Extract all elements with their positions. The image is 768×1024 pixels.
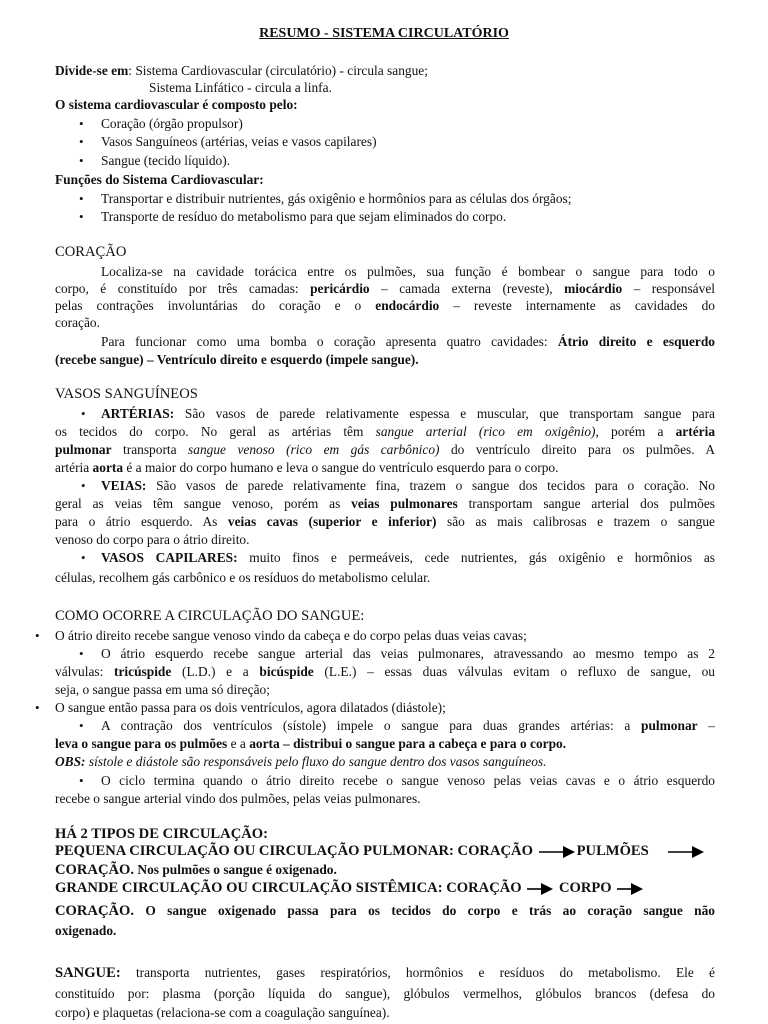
text: é a maior do corpo humano e leva o sangue do ventrículo esquerdo para o corpo. xyxy=(123,460,559,475)
text: – camada externa (reveste), xyxy=(369,281,565,296)
paragraph-line: células, recolhem gás carbônico e os resíduos do metabolismo celular. xyxy=(55,570,431,585)
text: transporta nutrientes, gases respiratórios, hormônios e resíduos do metabolismo. Ele é xyxy=(120,965,715,980)
bold-text: O sangue oxigenado passa para os tecidos do corpo e trás ao coração sangue não xyxy=(134,903,715,918)
text: do ventrículo direito para os pulmões. A xyxy=(439,442,715,457)
bullet-icon: • xyxy=(35,628,40,643)
text: corpo, é constituído por três camadas: xyxy=(55,281,311,296)
paragraph-line xyxy=(55,423,715,440)
arrow-right-icon xyxy=(615,882,645,896)
text: válvulas: xyxy=(55,664,115,679)
bold-term: pulmonar xyxy=(55,442,112,457)
paragraph-line xyxy=(55,495,715,512)
bold-text: CORAÇÃO. xyxy=(55,862,135,878)
bold-text: aorta – distribui o sangue para a cabeça e para o corpo. xyxy=(249,736,567,751)
paragraph-line xyxy=(55,297,715,314)
intro-line-2: Sistema Linfático - circula a linfa. xyxy=(149,80,332,95)
text: PULMÕES xyxy=(576,843,649,859)
obs-line xyxy=(55,753,715,770)
large-circulation-line xyxy=(55,880,755,897)
bold-text: O sistema cardiovascular é composto pelo: xyxy=(55,97,298,112)
paragraph-line: Localiza-se na cavidade torácica entre os pulmões, sua função é bombear o sangue para todo o xyxy=(101,264,715,279)
paragraph-line xyxy=(55,964,715,982)
bold-text: Nos pulmões o sangue é oxigenado. xyxy=(134,862,337,877)
text: – xyxy=(697,718,715,733)
bold-text: leva o sangue para os pulmões xyxy=(55,736,228,751)
section-heading-circulacao: COMO OCORRE A CIRCULAÇÃO DO SANGUE: xyxy=(55,608,365,624)
bold-term: tricúspide xyxy=(114,664,172,679)
bold-term: endocárdio xyxy=(375,298,440,313)
text: Para funcionar como uma bomba o coração apresenta quatro cavidades: xyxy=(101,334,558,349)
paragraph-line: O sangue então passa para os dois ventrículos, agora dilatados (diástole); xyxy=(55,700,446,715)
bold-text: (recebe sangue) – Ventrículo direito e esquerdo (impele sangue). xyxy=(55,352,419,367)
bold-term: pulmonar xyxy=(641,718,698,733)
paragraph-line xyxy=(101,405,715,422)
text: – reveste internamente as cavidades do xyxy=(439,298,715,313)
text: , porém a xyxy=(595,424,676,439)
text: (L.E.) – essas duas válvulas evitam o refluxo de sangue, ou xyxy=(313,664,715,679)
paragraph-line xyxy=(55,922,715,939)
arrow-right-icon xyxy=(666,845,706,859)
list-item: Transporte de resíduo do metabolismo para que sejam eliminados do corpo. xyxy=(101,209,507,224)
italic-text: sangue arterial (rico em oxigênio) xyxy=(375,424,596,439)
text: GRANDE CIRCULAÇÃO OU CIRCULAÇÃO SISTÊMICA: CORAÇÃO xyxy=(55,880,522,896)
text: : Sistema Cardiovascular (circulatório) - circula sangue; xyxy=(128,63,428,78)
paragraph-line: recebe o sangue arterial vindo dos pulmões, pelas veias pulmonares. xyxy=(55,791,421,806)
bold-term: pericárdio xyxy=(310,281,370,296)
small-circulation-line xyxy=(55,843,755,860)
bold-term: artéria xyxy=(675,424,716,439)
paragraph-line xyxy=(55,280,715,297)
bold-text: CORAÇÃO. xyxy=(55,903,135,919)
paragraph-line xyxy=(55,735,715,752)
text: CORPO xyxy=(558,880,612,896)
bullet-icon: • xyxy=(79,116,84,131)
bullet-icon: • xyxy=(79,773,84,788)
arrow-right-icon xyxy=(525,882,555,896)
text: transporta xyxy=(111,442,189,457)
bullet-icon: • xyxy=(79,191,84,206)
text: A contração dos ventrículos (sístole) impele o sangue para duas grandes artérias: a xyxy=(101,718,642,733)
text: são as mais calibrosas e trazem o sangue xyxy=(436,514,715,529)
functions-heading xyxy=(55,171,715,188)
bold-text: Funções do Sistema Cardiovascular: xyxy=(55,172,264,187)
text: – responsável xyxy=(622,281,715,296)
bullet-icon: • xyxy=(81,550,86,565)
text: e a xyxy=(227,736,250,751)
paragraph-line xyxy=(55,441,715,458)
composition-heading xyxy=(55,96,715,113)
text: muito finos e permeáveis, cede nutrientes, gás oxigênio e hormônios as xyxy=(237,550,715,565)
text: pelas contrações involuntárias do coração e o xyxy=(55,298,376,313)
italic-text: sangue venoso (rico em gás carbônico) xyxy=(188,442,440,457)
paragraph-line: constituído por: plasma (porção líquida do sangue), glóbulos vermelhos, glóbulos brancos (defesa do xyxy=(55,986,715,1001)
bullet-icon: • xyxy=(79,153,84,168)
text: os tecidos do corpo. No geral as artérias têm xyxy=(55,424,376,439)
bullet-icon: • xyxy=(81,406,86,421)
paragraph-line: seja, o sangue passa em uma só direção; xyxy=(55,682,270,697)
section-heading-tipos: HÁ 2 TIPOS DE CIRCULAÇÃO: xyxy=(55,826,268,842)
bullet-icon: • xyxy=(79,209,84,224)
bullet-icon: • xyxy=(79,134,84,149)
bold-term: ARTÉRIAS: xyxy=(101,406,175,421)
text: PEQUENA CIRCULAÇÃO OU CIRCULAÇÃO PULMONAR: CORAÇÃO xyxy=(55,843,533,859)
paragraph-line: venoso do corpo para o átrio direito. xyxy=(55,532,250,547)
bold-term: Átrio direito e esquerdo xyxy=(557,334,715,349)
paragraph-line xyxy=(55,663,715,680)
intro-line-1 xyxy=(55,62,715,79)
bold-term: SANGUE: xyxy=(55,965,121,981)
bold-term: veias pulmonares xyxy=(351,496,458,511)
paragraph-line xyxy=(55,513,715,530)
bold-term: miocárdio xyxy=(564,281,623,296)
bold-term: aorta xyxy=(92,460,124,475)
paragraph-line xyxy=(101,333,715,350)
paragraph-line: O átrio esquerdo recebe sangue arterial das veias pulmonares, atravessando ao mesmo tempo as 2 xyxy=(101,646,715,661)
bullet-icon: • xyxy=(35,700,40,715)
bold-term: VASOS CAPILARES: xyxy=(101,550,238,565)
paragraph-line xyxy=(55,902,715,920)
paragraph-line xyxy=(101,477,715,494)
bold-term: veias cavas (superior e inferior) xyxy=(227,514,437,529)
list-item: Coração (órgão propulsor) xyxy=(101,116,243,131)
text: artéria xyxy=(55,460,93,475)
bullet-icon: • xyxy=(79,718,84,733)
paragraph-line: O átrio direito recebe sangue venoso vindo da cabeça e do corpo pelas duas veias cavas; xyxy=(55,628,527,643)
list-item: Vasos Sanguíneos (artérias, veias e vasos capilares) xyxy=(101,134,377,149)
text: geral as veias têm sangue venoso, porém as xyxy=(55,496,352,511)
text: (L.D.) e a xyxy=(171,664,260,679)
section-heading-vasos: VASOS SANGUÍNEOS xyxy=(55,386,198,402)
text: São vasos de parede relativamente espessa e muscular, que transportam sangue para xyxy=(174,406,715,421)
paragraph-line: corpo) e plaquetas (relaciona-se com a coagulação sanguínea). xyxy=(55,1005,390,1020)
bold-term: bicúspide xyxy=(259,664,314,679)
text: São vasos de parede relativamente fina, trazem o sangue dos tecidos para o coração. No xyxy=(146,478,715,493)
paragraph-line xyxy=(55,351,715,368)
list-item: Sangue (tecido líquido). xyxy=(101,153,231,168)
bullet-icon: • xyxy=(79,646,84,661)
paragraph-line xyxy=(101,717,715,734)
paragraph-line xyxy=(55,861,715,879)
paragraph-line: O ciclo termina quando o átrio direito recebe o sangue venoso pelas veias cavas e o átrio esquerdo xyxy=(101,773,715,788)
bold-term: Divide-se em xyxy=(55,63,129,78)
paragraph-line xyxy=(55,459,715,476)
bullet-icon: • xyxy=(81,478,86,493)
bold-term: VEIAS: xyxy=(101,478,147,493)
arrow-right-icon xyxy=(537,845,577,859)
section-heading-coracao: CORAÇÃO xyxy=(55,244,127,260)
italic-text: sístole e diástole são responsáveis pelo fluxo do sangue dentro dos vasos sanguíneos. xyxy=(85,754,547,769)
bold-text: oxigenado. xyxy=(55,923,117,938)
paragraph-line xyxy=(101,549,715,566)
list-item: Transportar e distribuir nutrientes, gás oxigênio e hormônios para as células dos órgãos; xyxy=(101,191,572,206)
paragraph-line: coração. xyxy=(55,315,100,330)
page-title: RESUMO - SISTEMA CIRCULATÓRIO xyxy=(259,26,509,41)
text: para o átrio esquerdo. As xyxy=(55,514,228,529)
text: transportam sangue arterial dos pulmões xyxy=(457,496,715,511)
bold-term: OBS: xyxy=(55,754,86,769)
